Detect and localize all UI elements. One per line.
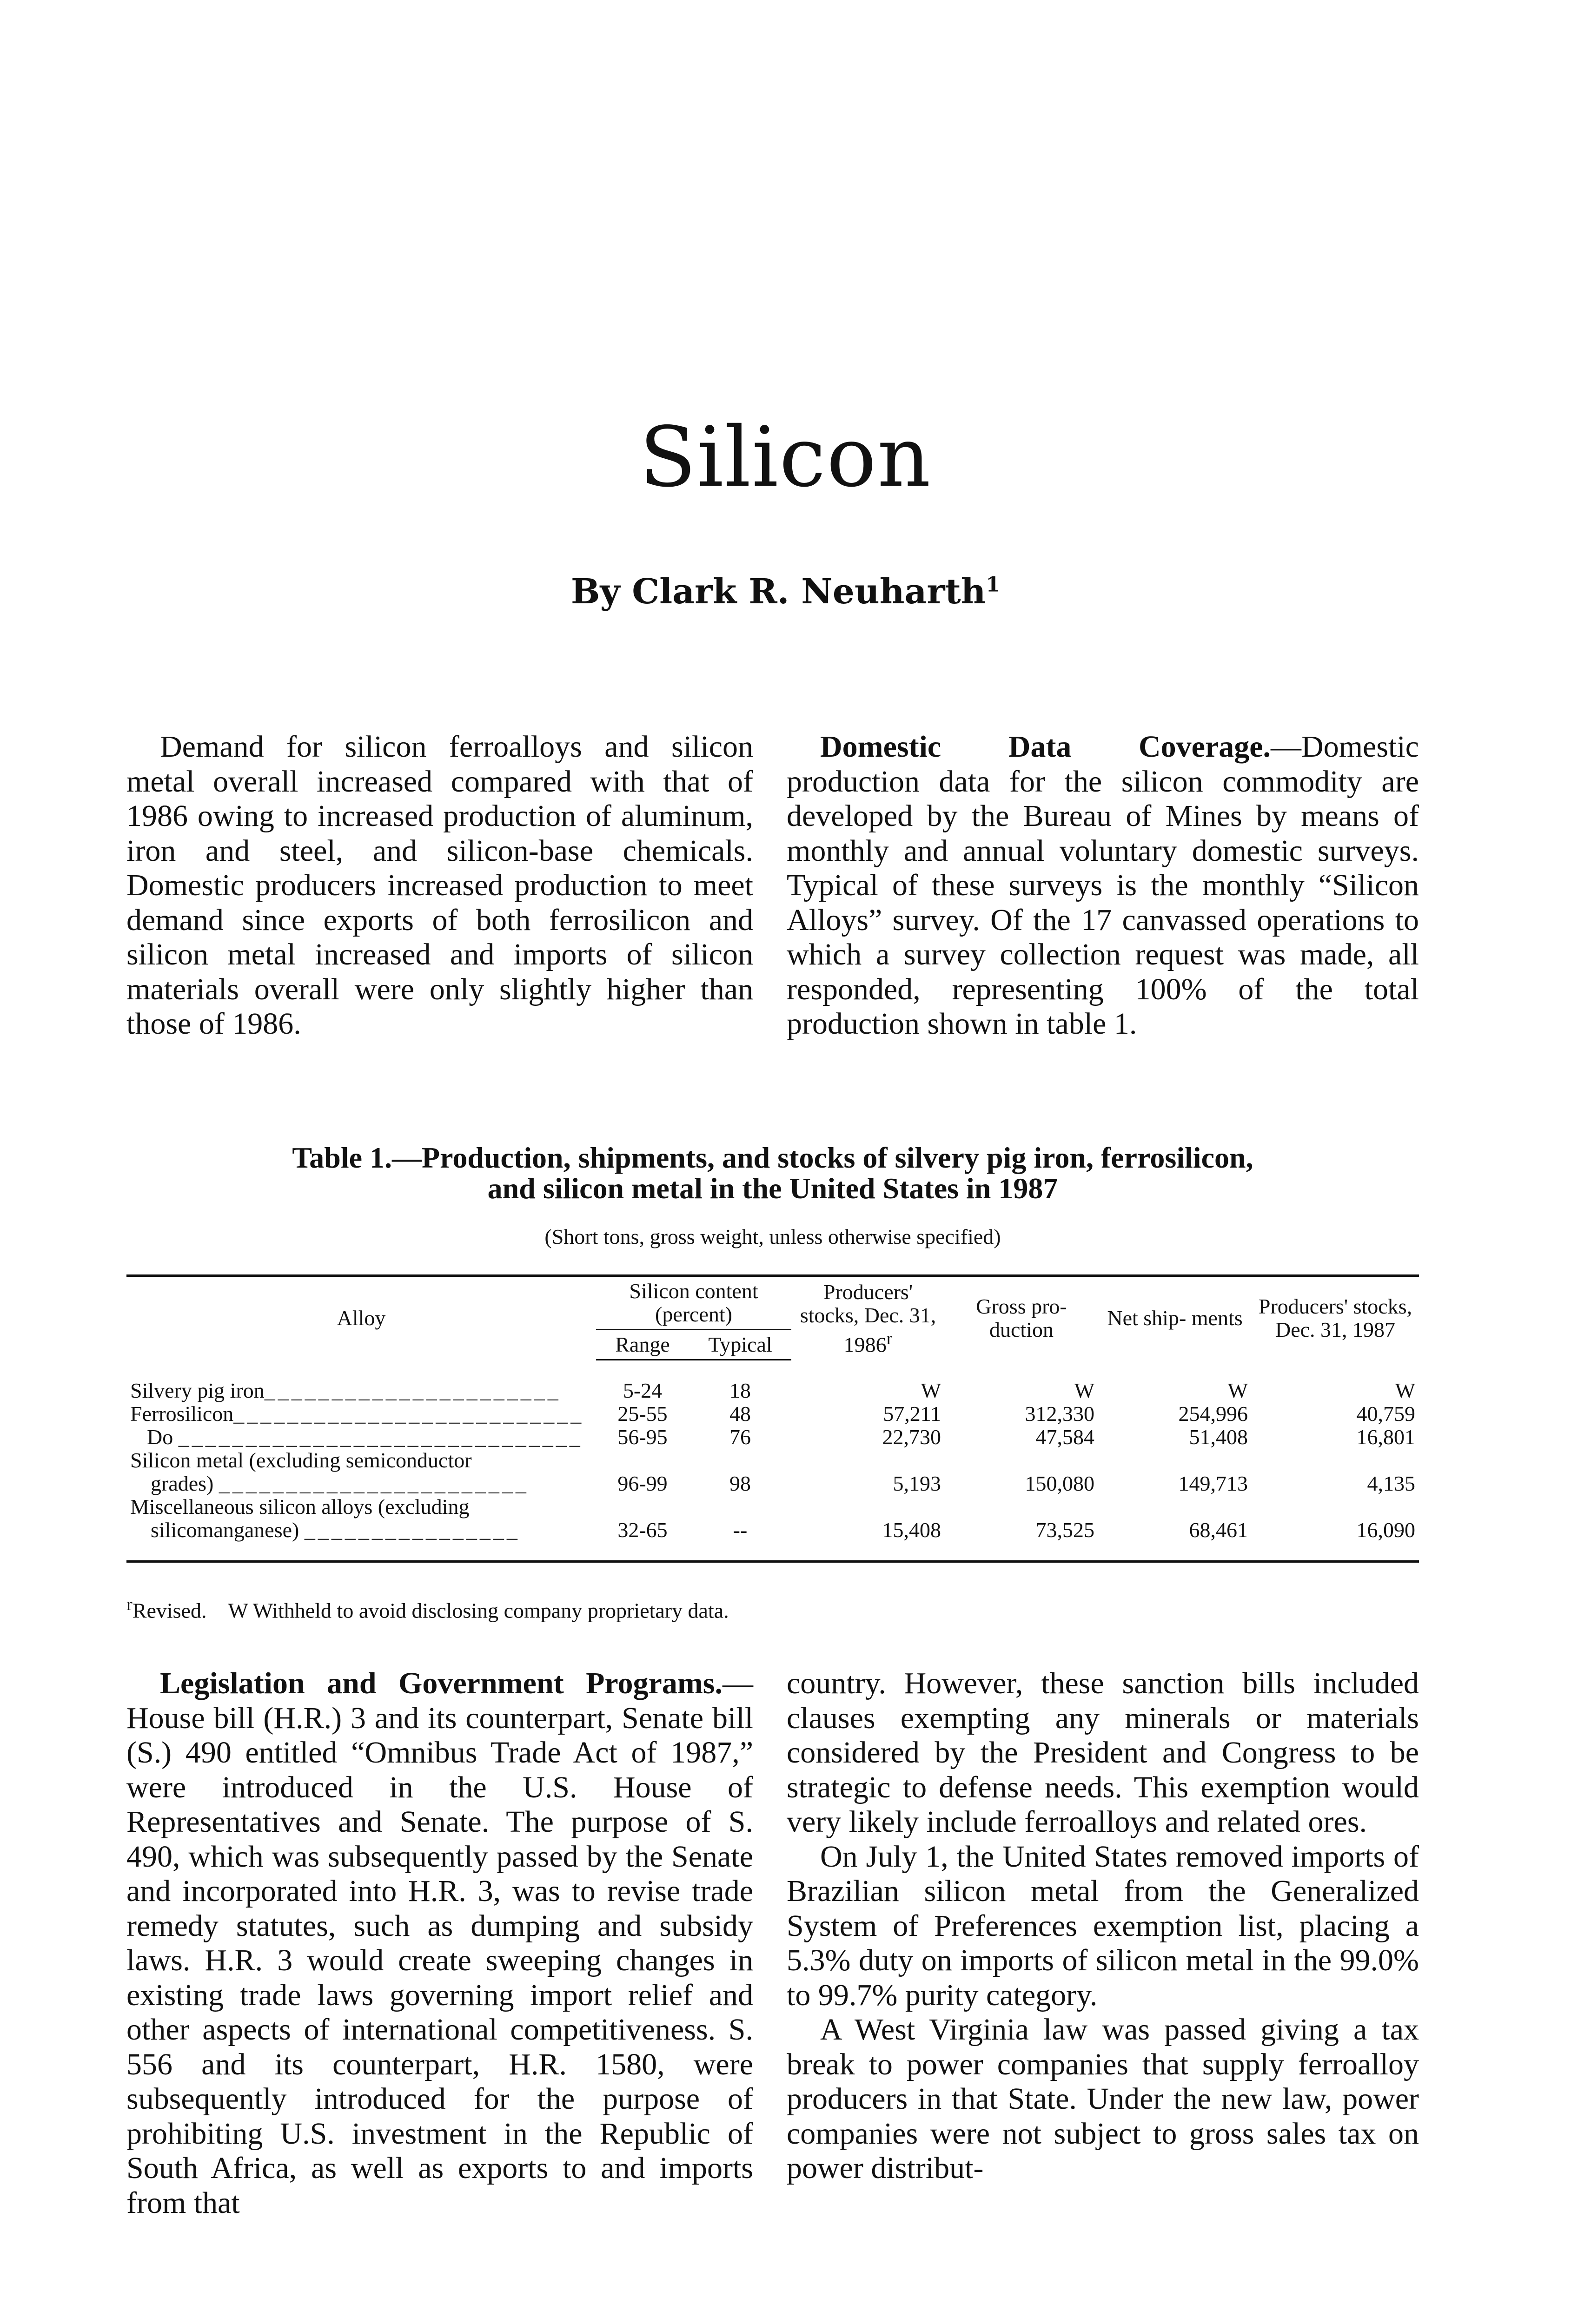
leader-dots: ______________________________ xyxy=(178,1425,583,1449)
alloy-label-line-2: silicomanganese) xyxy=(151,1518,299,1542)
cell-gross-production: 312,330 xyxy=(1025,1402,1094,1426)
leader-dots: _______________________ xyxy=(219,1472,529,1495)
cell-range: 56-95 xyxy=(617,1425,668,1449)
cell-stocks-1986: W xyxy=(921,1379,941,1402)
cell-alloy xyxy=(126,1379,596,1402)
author-name: By Clark R. Neuharth xyxy=(570,572,986,612)
cell-gross-production: 150,080 xyxy=(1025,1472,1094,1495)
cell-alloy xyxy=(126,1426,596,1449)
header-alloy: Alloy xyxy=(337,1306,386,1330)
footnote-revised-mark: r xyxy=(126,1595,133,1614)
alloy-label: Silvery pig iron xyxy=(130,1379,265,1402)
cell-range: 5-24 xyxy=(623,1379,663,1402)
cell-net-shipments: 254,996 xyxy=(1178,1402,1248,1426)
cell-typical: 18 xyxy=(729,1379,751,1402)
byline xyxy=(0,572,1571,612)
cell-alloy xyxy=(126,1495,596,1542)
legislation-heading: Legislation and Government Programs. xyxy=(160,1666,723,1700)
header-typical: Typical xyxy=(689,1330,791,1360)
table-row xyxy=(126,1402,1419,1426)
leader-dots: ______________________ xyxy=(264,1379,561,1402)
author-footnote-mark: 1 xyxy=(986,573,1001,597)
table-row xyxy=(126,1449,1419,1495)
header-stocks-1986-label: Producers' stocks, Dec. 31, 1986 xyxy=(800,1280,936,1356)
header-silicon-content: Silicon content (percent) xyxy=(596,1276,791,1330)
alloy-label-line-1: Silicon metal (excluding semiconductor xyxy=(130,1448,472,1472)
cell-alloy xyxy=(126,1449,596,1495)
cell-gross-production: W xyxy=(1074,1379,1094,1402)
footnote-revised: Revised. xyxy=(132,1598,207,1623)
cell-stocks-1986: 5,193 xyxy=(893,1472,941,1495)
cell-stocks-1987: 16,090 xyxy=(1356,1518,1415,1542)
alloy-label-line-2: grades) xyxy=(151,1472,214,1495)
footnote-withheld: W Withheld to avoid disclosing company proprietary data. xyxy=(228,1598,729,1623)
cell-net-shipments: 68,461 xyxy=(1189,1518,1248,1542)
cell-stocks-1987: 40,759 xyxy=(1356,1402,1415,1426)
header-range: Range xyxy=(596,1330,689,1360)
alloy-label: Do xyxy=(147,1425,173,1449)
table-title xyxy=(126,1142,1419,1204)
table-subtitle: (Short tons, gross weight, unless otherwise specified) xyxy=(544,1225,1001,1248)
leader-dots: __________________________ xyxy=(233,1402,584,1426)
table-row xyxy=(126,1495,1419,1542)
production-table xyxy=(126,1274,1419,1563)
table-footnote xyxy=(126,1594,729,1623)
table-title-line-2: and silicon metal in the United States in 1987 xyxy=(487,1172,1058,1205)
cell-typical: 98 xyxy=(729,1472,751,1495)
legislation-paragraph xyxy=(126,1666,753,2220)
alloy-label-line-2-wrap xyxy=(130,1472,592,1495)
sanctions-paragraph: country. However, these sanction bills included clauses exempting any minerals or materials considered by the President and Congress to be strategic to defense needs. This exemption would very likely include ferroalloys and related ores. xyxy=(787,1666,1419,1839)
alloy-label-line-2-wrap xyxy=(130,1519,592,1542)
cell-net-shipments: W xyxy=(1227,1379,1248,1402)
cell-net-shipments: 149,713 xyxy=(1178,1472,1248,1495)
header-net-shipments: Net ship- ments xyxy=(1107,1306,1243,1330)
table-row xyxy=(126,1379,1419,1402)
legislation-right-column xyxy=(787,1666,1419,2186)
revised-mark: r xyxy=(886,1328,893,1348)
data-coverage-body: —Domestic production data for the silicon commodity are developed by the Bureau of Mines by means of monthly and annual voluntary domestic surveys. Typical of these surveys is the monthly “Silicon Alloys” survey. Of the 17 canvassed operations to which a survey collection request was made, all responded, representing 100% of the total production shown in table 1. xyxy=(787,730,1419,1041)
cell-alloy xyxy=(126,1402,596,1426)
data-coverage-heading: Domestic Data Coverage. xyxy=(820,730,1271,764)
intro-left-column xyxy=(126,730,753,1042)
cell-stocks-1987: W xyxy=(1395,1379,1415,1402)
header-stocks-1986 xyxy=(791,1276,945,1360)
data-coverage-paragraph xyxy=(787,730,1419,1042)
table-title-line-1: Table 1.—Production, shipments, and stocks of silvery pig iron, ferrosilicon, xyxy=(292,1141,1253,1174)
cell-typical: 76 xyxy=(729,1425,751,1449)
cell-stocks-1987: 4,135 xyxy=(1367,1472,1415,1495)
table-row xyxy=(126,1426,1419,1449)
header-stocks-1987: Producers' stocks, Dec. 31, 1987 xyxy=(1258,1294,1412,1342)
alloy-label-line-1: Miscellaneous silicon alloys (excluding xyxy=(130,1495,470,1519)
cell-gross-production: 47,584 xyxy=(1035,1425,1094,1449)
legislation-body: —House bill (H.R.) 3 and its counterpart, Senate bill (S.) 490 entitled “Omnibus Trade Act of 1987,” were introduced in the U.S. House of Representatives and Senate. The purpose of S. 490, which was subsequently passed by the Senate and incorporated into H.R. 3, was to revise trade remedy statutes, such as dumping and subsidy laws. H.R. 3 would create sweeping changes in existing trade laws governing import relief and other aspects of international competitiveness. S. 556 and its counterpart, H.R. 1580, were subsequently introduced for the purpose of prohibiting U.S. investment in the Republic of South Africa, as well as exports to and imports from that xyxy=(126,1666,753,2220)
cell-typical: 48 xyxy=(729,1402,751,1426)
cell-range: 32-65 xyxy=(617,1518,668,1542)
intro-right-column xyxy=(787,730,1419,1042)
cell-stocks-1987: 16,801 xyxy=(1356,1425,1415,1449)
leader-dots: ________________ xyxy=(304,1518,520,1542)
legislation-left-column xyxy=(126,1666,753,2220)
intro-paragraph: Demand for silicon ferroalloys and silicon metal overall increased compared with that of 1986 owing to increased production of aluminum, iron and steel, and silicon-base chemicals. Domestic producers increased production to meet demand since exports of both ferrosilicon and silicon metal increased and imports of silicon materials overall were only slightly higher than those of 1986. xyxy=(126,730,753,1041)
cell-stocks-1986: 15,408 xyxy=(882,1518,941,1542)
cell-range: 25-55 xyxy=(617,1402,668,1426)
header-gross-production: Gross pro- duction xyxy=(976,1294,1067,1342)
cell-stocks-1986: 57,211 xyxy=(883,1402,941,1426)
alloy-label: Ferrosilicon xyxy=(130,1402,234,1426)
cell-net-shipments: 51,408 xyxy=(1189,1425,1248,1449)
west-virginia-paragraph: A West Virginia law was passed giving a tax break to power companies that supply ferroalloy producers in that State. Under the new law, power companies were not subject to gross sales tax on power distribut- xyxy=(787,2013,1419,2185)
gsp-paragraph: On July 1, the United States removed imports of Brazilian silicon metal from the Generalized System of Preferences exemption list, placing a 5.3% duty on imports of silicon metal in the 99.0% to 99.7% purity category. xyxy=(787,1839,1419,2012)
cell-range: 96-99 xyxy=(617,1472,668,1495)
cell-typical: -- xyxy=(733,1518,748,1542)
cell-gross-production: 73,525 xyxy=(1035,1518,1094,1542)
cell-stocks-1986: 22,730 xyxy=(882,1425,941,1449)
article-title: Silicon xyxy=(639,409,932,505)
